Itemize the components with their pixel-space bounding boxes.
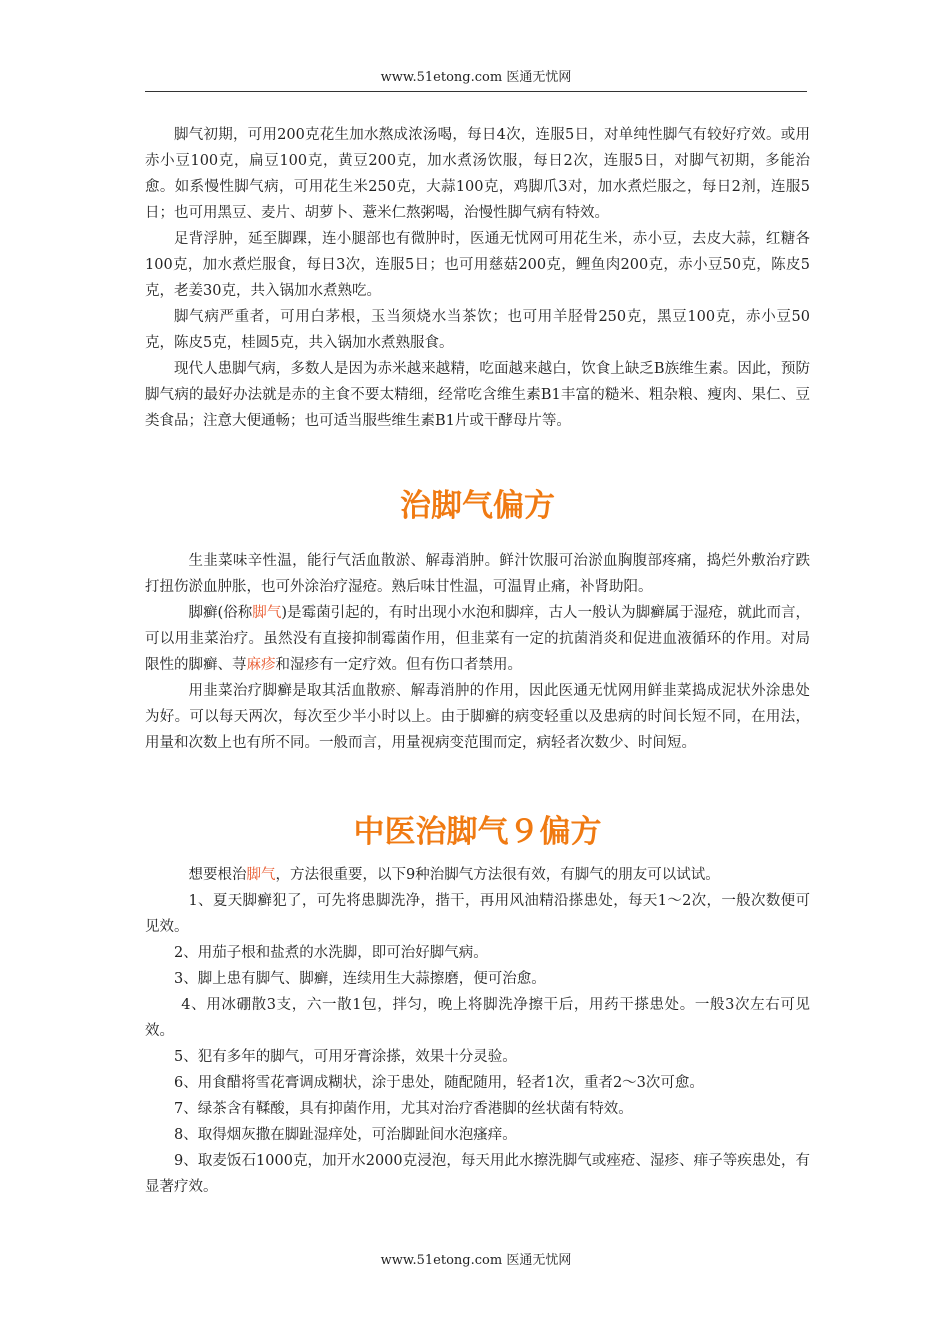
text-run: 脚癣(俗称 <box>188 605 253 621</box>
list-item: 9、取麦饭石1000克，加开水2000克浸泡，每天用此水擦洗脚气或痤疮、湿疹、痱子等疾患处，有显著疗效。 <box>145 1153 810 1195</box>
text-run: 和湿疹有一定疗效。但有伤口者禁用。 <box>275 657 522 673</box>
document-body <box>145 122 810 1200</box>
paragraph: 足背浮肿，延至脚踝，连小腿部也有微肿时，医通无忧网可用花生米，赤小豆，去皮大蒜，红糖各100克，加水煮烂服食，每日3次，连服5日；也可用慈菇200克，鲤鱼肉200克，赤小豆50克，陈皮5克，老姜30克，共入锅加水煮熟吃。 <box>145 231 810 299</box>
list-item: 1、夏天脚癣犯了，可先将患脚洗净，揩干，再用风油精沿搽患处，每天1～2次，一般次数便可见效。 <box>145 893 810 935</box>
keyword-link[interactable]: 脚气 <box>252 605 282 621</box>
list-item: 2、用茄子根和盐煮的水洗脚，即可治好脚气病。 <box>174 945 488 961</box>
section-heading-nine-remedies: 中医治脚气９偏方 <box>353 814 602 850</box>
list-item: 5、犯有多年的脚气，可用牙膏涂搽，效果十分灵验。 <box>174 1049 517 1065</box>
text-run: 想要根治 <box>188 867 247 883</box>
list-item: 8、取得烟灰撒在脚趾湿痒处，可治脚趾间水泡瘙痒。 <box>174 1127 517 1143</box>
page-header: www.51etong.com 医通无忧网 <box>145 66 807 92</box>
paragraph: 用韭菜治疗脚癣是取其活血散瘀、解毒消肿的作用，因此医通无忧网用鲜韭菜捣成泥状外涂患处为好。可以每天两次，每次至少半小时以上。由于脚癣的病变轻重以及患病的时间长短不同，在用法，用量和次数上也有所不同。一般而言，用量视病变范围而定，病轻者次数少、时间短。 <box>145 683 810 751</box>
paragraph <box>145 862 810 888</box>
paragraph: 脚气初期，可用200克花生加水熬成浓汤喝，每日4次，连服5日，对单纯性脚气有较好疗效。或用赤小豆100克，扁豆100克，黄豆200克，加水煮汤饮服，每日2次，连服5日，对脚气初期，多能治愈。如系慢性脚气病，可用花生米250克，大蒜100克，鸡脚爪3对，加水煮烂服之，每日2剂，连服5日；也可用黑豆、麦片、胡萝卜、薏米仁熬粥喝，治慢性脚气病有特效。 <box>145 127 810 221</box>
text-run: )是霉菌引起的，有时出现小水泡和脚痒，古人一般认为脚癣属于湿疮，就此而言，可以用韭菜治疗。虽然没有直接抑制霉菌作用，但韭菜有一定的抗菌消炎和促进血液循环的作用。对局限性的脚癣、荨 <box>145 605 810 673</box>
section-nine-remedies <box>145 862 810 1200</box>
paragraph: 脚气病严重者，可用白茅根，玉当须烧水当茶饮；也可用羊胫骨250克，黑豆100克，赤小豆50克，陈皮5克，桂圆5克，共入锅加水煮熟服食。 <box>145 309 810 351</box>
list-item: 3、脚上患有脚气、脚癣，连续用生大蒜擦磨，便可治愈。 <box>174 971 546 987</box>
keyword-link[interactable]: 麻疹 <box>246 657 276 673</box>
text-run: ，方法很重要，以下9种治脚气方法很有效，有脚气的朋友可以试试。 <box>275 867 720 883</box>
paragraph <box>145 600 810 678</box>
list-item: 6、用食醋将雪花膏调成糊状，涂于患处，随配随用，轻者1次，重者2～3次可愈。 <box>174 1075 704 1091</box>
section-heading-remedies: 治脚气偏方 <box>400 488 555 524</box>
list-item: 7、绿茶含有鞣酸，具有抑菌作用，尤其对治疗香港脚的丝状菌有特效。 <box>174 1101 633 1117</box>
list-item: 4、用冰硼散3支，六一散1包，拌匀，晚上将脚洗净擦干后，用药干搽患处。一般3次左右可见效。 <box>145 997 810 1039</box>
page-footer: www.51etong.com 医通无忧网 <box>380 1253 572 1268</box>
keyword-link[interactable]: 脚气 <box>246 867 276 883</box>
paragraph: 现代人患脚气病，多数人是因为赤米越来越精，吃面越来越白，饮食上缺乏B族维生素。因此，预防脚气病的最好办法就是赤的主食不要太精细，经常吃含维生素B1丰富的糙米、粗杂粮、瘦肉、果仁、豆类食品；注意大便通畅；也可适当服些维生素B1片或干酵母片等。 <box>145 361 810 429</box>
section-chive-remedies <box>145 548 810 756</box>
section-diet-remedies <box>145 122 810 434</box>
paragraph: 生韭菜味辛性温，能行气活血散淤、解毒消肿。鲜汁饮服可治淤血胸腹部疼痛，捣烂外敷治疗跌打扭伤淤血肿胀，也可外涂治疗湿疮。熟后味甘性温，可温胃止痛，补肾助阳。 <box>145 553 810 595</box>
